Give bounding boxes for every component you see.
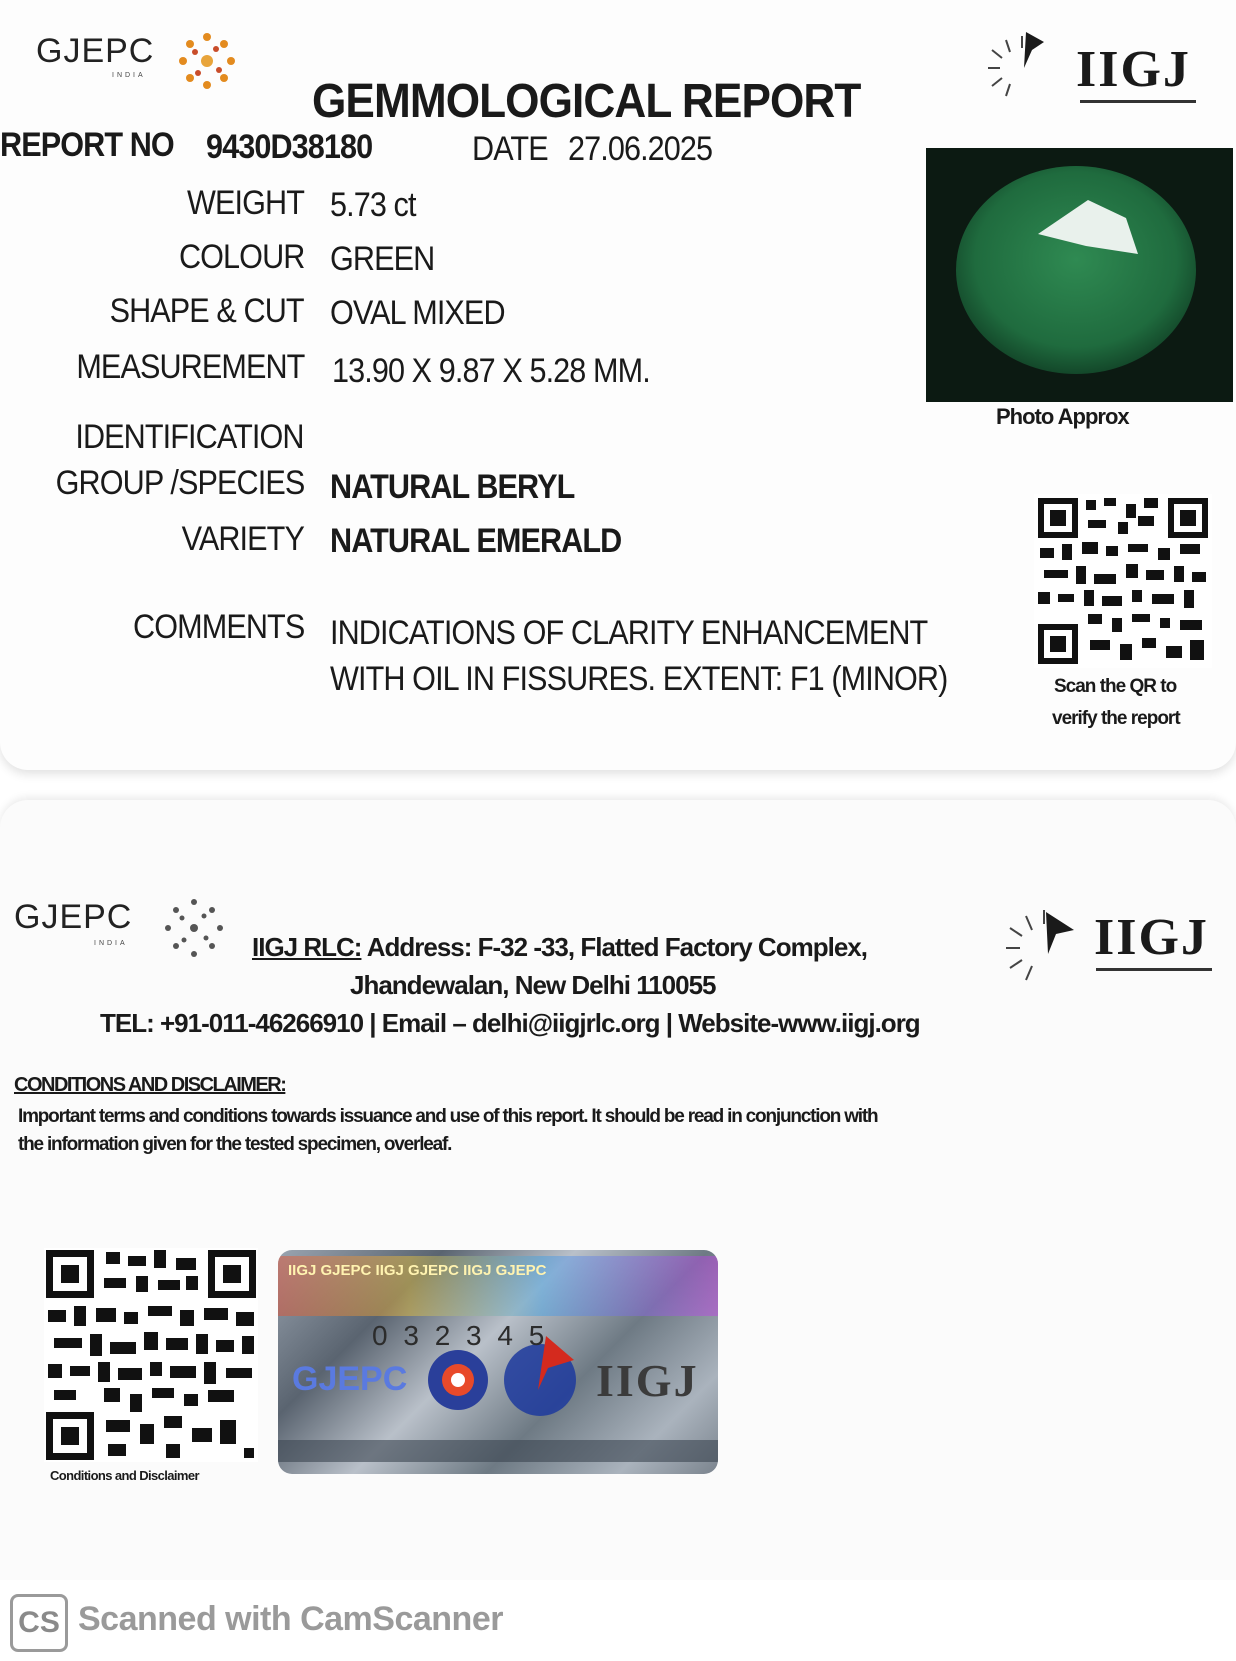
back-iigj-logo-underline	[1096, 968, 1212, 971]
hologram-serial-number: 0 3 2 3 4 5	[372, 1320, 549, 1351]
comments-label: COMMENTS	[132, 608, 304, 646]
group-species-value: NATURAL BERYL	[330, 468, 575, 506]
gjepc-logo-text: GJEPC	[36, 32, 155, 70]
conditions-qr-caption: Conditions and Disclaimer	[50, 1468, 199, 1483]
hologram-banner-text: IIGJ GJEPC IIGJ GJEPC IIGJ GJEPC	[288, 1262, 547, 1279]
address-prefix: IIGJ RLC:	[252, 932, 362, 962]
iigj-logo-text: IIGJ	[1076, 41, 1191, 98]
gjepc-emblem-icon	[172, 26, 242, 96]
contact-line: TEL: +91-011-46266910 | Email – delhi@iigjrlc.org | Website-www.iigj.org	[100, 1008, 920, 1038]
conditions-line-1: Important terms and conditions towards issuance and use of this report. It should be read in conjunction with	[18, 1106, 878, 1127]
back-gjepc-logo-subtitle: INDIA	[94, 940, 128, 947]
conditions-qr-code[interactable]	[44, 1248, 258, 1462]
group-species-label: GROUP /SPECIES	[55, 464, 304, 502]
report-title: GEMMOLOGICAL REPORT	[312, 75, 861, 128]
report-back-card	[0, 800, 1236, 1580]
shape-cut-label: SHAPE & CUT	[109, 292, 304, 330]
weight-label: WEIGHT	[187, 184, 304, 222]
hologram-iigj-text: IIGJ	[596, 1355, 699, 1406]
date-value: 27.06.2025	[568, 130, 713, 168]
back-iigj-emblem-icon	[1000, 904, 1086, 990]
conditions-heading: CONDITIONS AND DISCLAIMER:	[14, 1074, 286, 1096]
weight-value: 5.73 ct	[330, 186, 416, 224]
back-gjepc-emblem-icon	[158, 892, 230, 964]
camscanner-watermark-text: Scanned with CamScanner	[78, 1600, 503, 1638]
hologram-gjepc-text: GJEPC	[292, 1360, 408, 1398]
variety-value: NATURAL EMERALD	[330, 522, 622, 560]
verify-qr-code[interactable]	[1034, 494, 1212, 668]
address-line-2: Jhandewalan, New Delhi 110055	[350, 970, 716, 1000]
comments-line-2: WITH OIL IN FISSURES. EXTENT: F1 (MINOR)	[330, 660, 948, 698]
measurement-label: MEASUREMENT	[75, 348, 304, 386]
shape-cut-value: OVAL MIXED	[330, 294, 505, 332]
gjepc-logo-subtitle: INDIA	[112, 72, 146, 79]
back-iigj-logo-text: IIGJ	[1094, 909, 1209, 966]
photo-caption: Photo Approx	[996, 404, 1129, 429]
address-text-1: Address: F-32 -33, Flatted Factory Complex,	[361, 932, 867, 962]
identification-label: IDENTIFICATION	[75, 418, 304, 456]
conditions-line-2: the information given for the tested specimen, overleaf.	[18, 1134, 452, 1155]
qr-caption-line-2: verify the report	[1052, 708, 1180, 729]
measurement-value: 13.90 X 9.87 X 5.28 MM.	[332, 352, 650, 390]
address-line-1	[252, 932, 867, 963]
colour-value: GREEN	[330, 240, 435, 278]
gemstone-photo	[926, 148, 1233, 402]
security-hologram	[278, 1250, 718, 1474]
variety-label: VARIETY	[181, 520, 304, 558]
colour-label: COLOUR	[178, 238, 304, 276]
qr-caption-line-1: Scan the QR to	[1054, 676, 1177, 697]
report-no-label: REPORT NO	[0, 126, 174, 164]
iigj-emblem-icon	[978, 28, 1058, 108]
camscanner-logo-icon: CS	[10, 1594, 68, 1652]
report-no-value: 9430D38180	[206, 128, 373, 166]
emerald-stone-icon	[926, 148, 1233, 402]
report-front-card	[0, 0, 1236, 770]
back-gjepc-logo-text: GJEPC	[14, 898, 133, 936]
iigj-logo-underline	[1080, 100, 1196, 103]
comments-line-1: INDICATIONS OF CLARITY ENHANCEMENT	[330, 614, 928, 652]
date-label: DATE	[472, 130, 548, 168]
